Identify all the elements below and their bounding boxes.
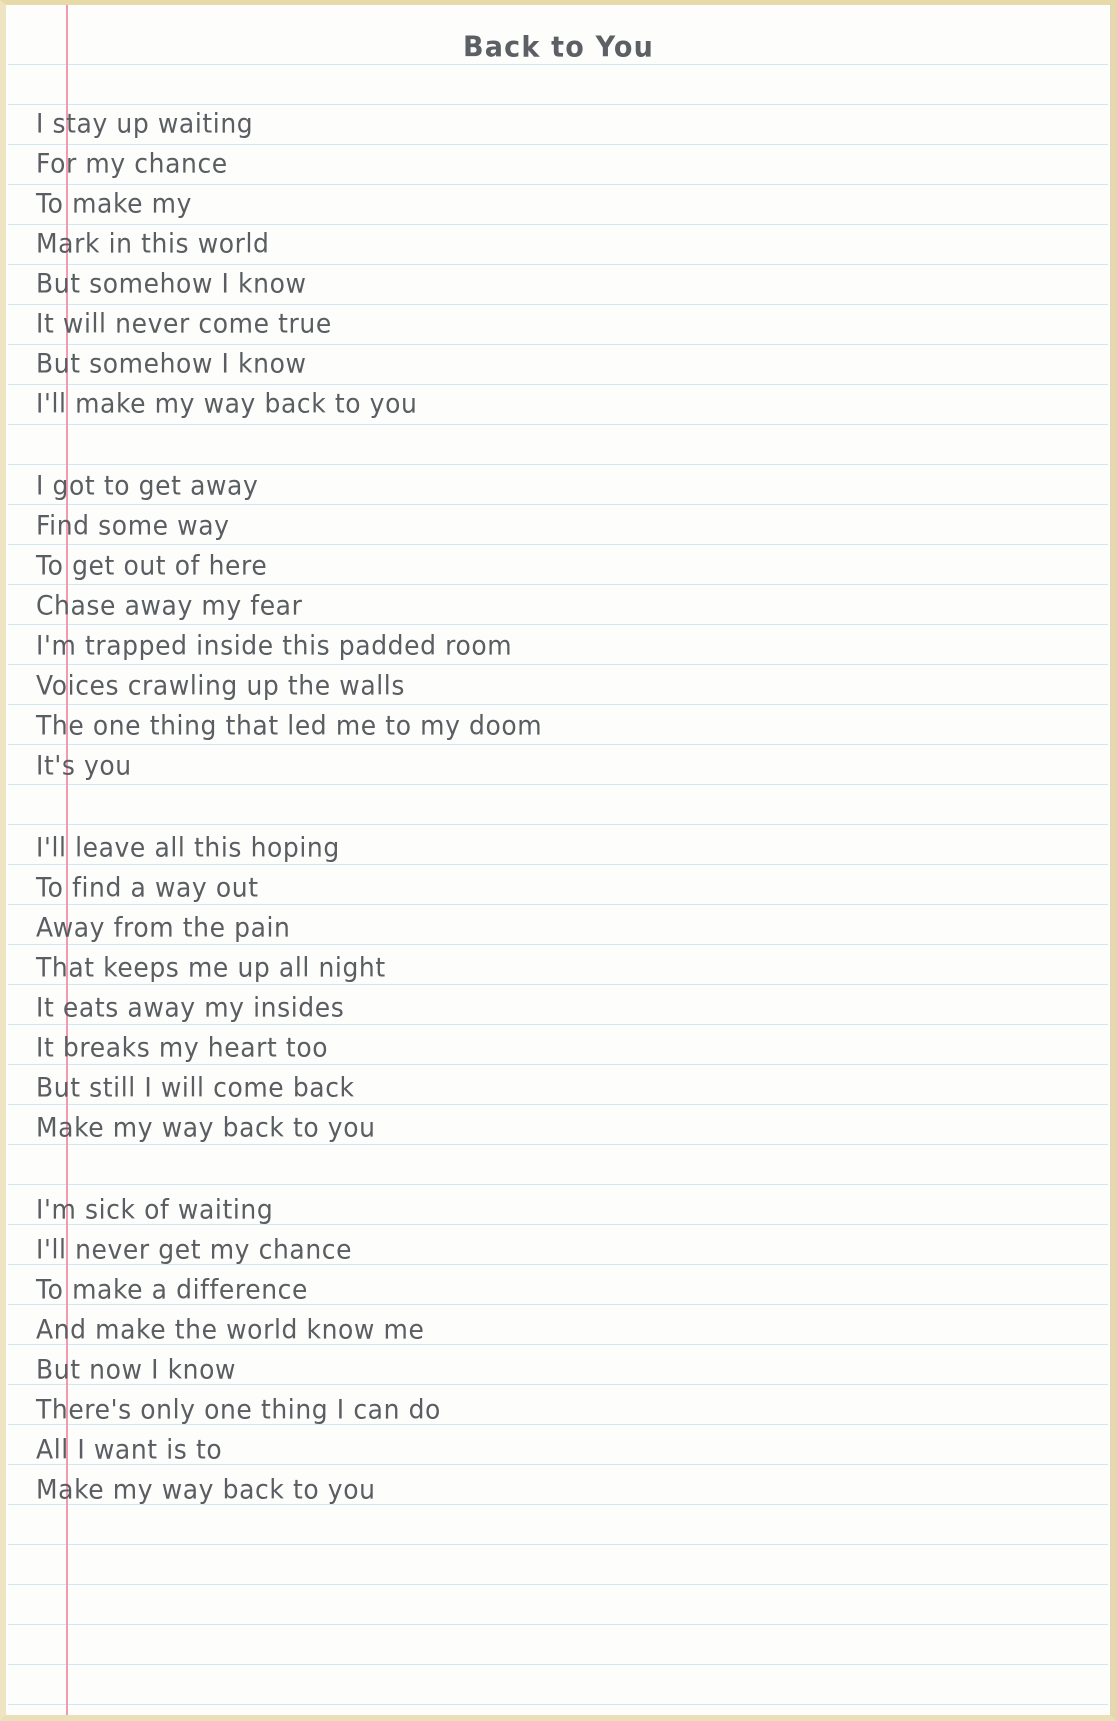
lyrics-line: Make my way back to you — [36, 1112, 376, 1143]
lyrics-stanza — [36, 828, 1036, 1148]
lyrics-line: And make the world know me — [36, 1314, 425, 1345]
lyrics-stanza — [36, 104, 1036, 424]
lyrics-line: It will never come true — [36, 308, 332, 339]
lyrics-line: To make my — [36, 188, 192, 219]
lyrics-line: For my chance — [36, 148, 228, 179]
page-title: Back to You — [462, 31, 655, 64]
lyrics-line: Make my way back to you — [36, 1474, 376, 1505]
lyrics-stanza — [36, 1190, 1036, 1510]
lyrics-line: I'll never get my chance — [36, 1234, 353, 1265]
lyrics-line: It eats away my insides — [36, 992, 345, 1023]
lyrics-line: I'll leave all this hoping — [36, 832, 340, 863]
lyrics-line: But somehow I know — [36, 348, 307, 379]
lyrics-line: Find some way — [36, 510, 230, 541]
lyrics-line: I'm trapped inside this padded room — [36, 630, 513, 661]
lyrics-line: That keeps me up all night — [36, 952, 386, 983]
lyrics-line: Away from the pain — [36, 912, 291, 943]
lyrics-line: I got to get away — [36, 470, 259, 501]
lyrics-line: It's you — [36, 750, 132, 781]
lyrics-line: I'm sick of waiting — [36, 1194, 274, 1225]
lyrics-line: It breaks my heart too — [36, 1032, 329, 1063]
lyrics-stanza — [36, 466, 1036, 786]
lyrics-line: To make a difference — [36, 1274, 308, 1305]
lyrics-line: To get out of here — [36, 550, 268, 581]
lyrics-line: But somehow I know — [36, 268, 307, 299]
lyrics-line: I stay up waiting — [36, 108, 254, 139]
lyrics-line: But still I will come back — [36, 1072, 355, 1103]
lyrics-line: Mark in this world — [36, 228, 270, 259]
lyrics-line: All I want is to — [36, 1434, 223, 1465]
lyrics-line: I'll make my way back to you — [36, 388, 418, 419]
lyrics-body — [36, 104, 1036, 1552]
lyrics-line: Voices crawling up the walls — [36, 670, 405, 701]
lyrics-line: To find a way out — [36, 872, 259, 903]
lyrics-line: But now I know — [36, 1354, 237, 1385]
lyrics-line: Chase away my fear — [36, 590, 303, 621]
lyrics-line: The one thing that led me to my doom — [36, 710, 543, 741]
lyrics-line: There's only one thing I can do — [36, 1394, 441, 1425]
